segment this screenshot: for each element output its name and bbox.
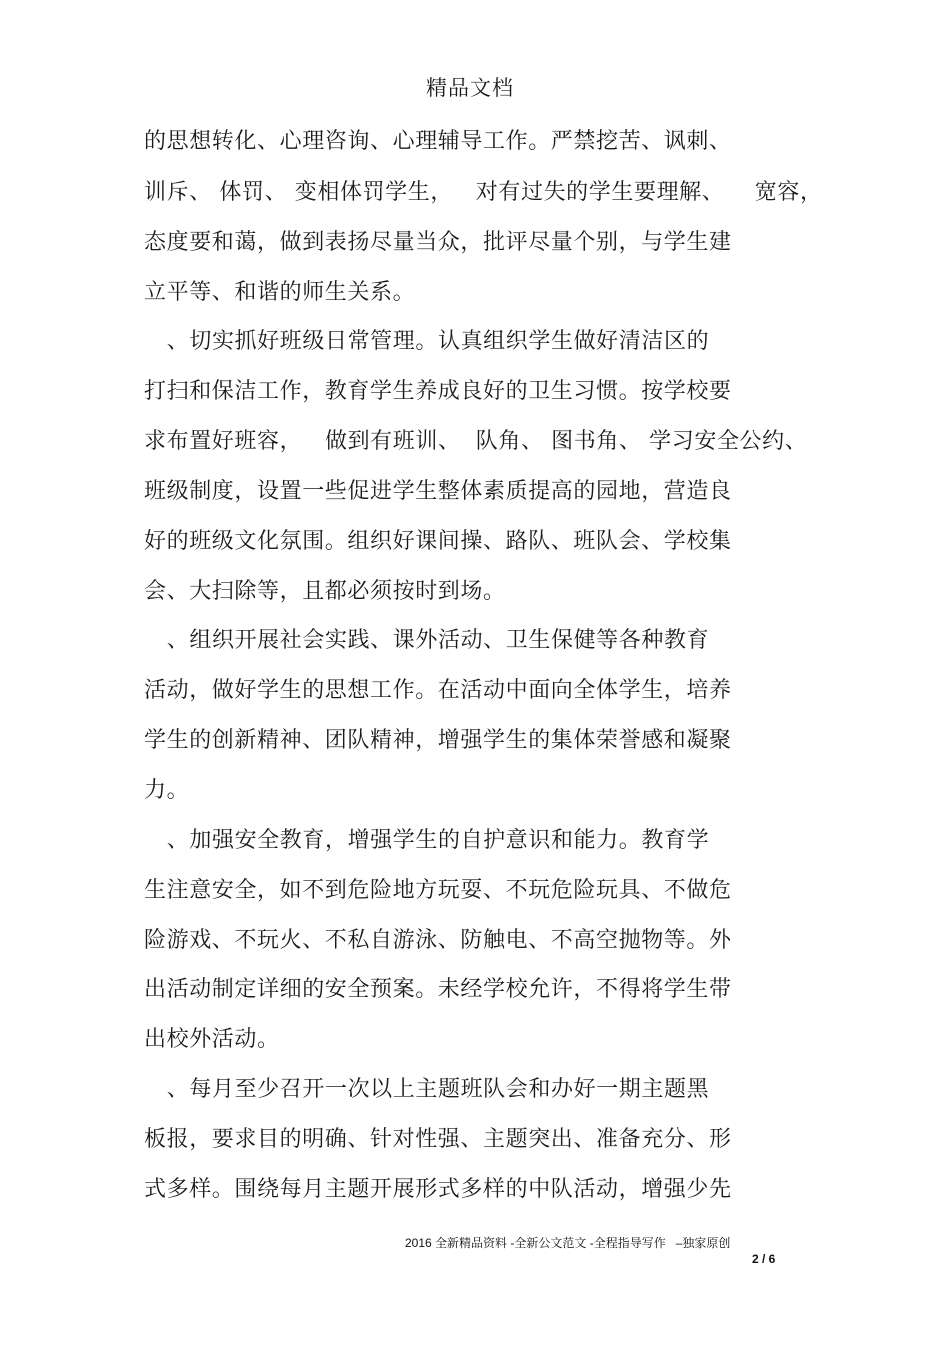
body-line: 求布置好班容， 做到有班训、 队角、 图书角、 学习安全公约、 (144, 429, 808, 454)
body-line: 出校外活动。 (144, 1027, 280, 1052)
body-line: 会、大扫除等，且都必须按时到场。 (144, 579, 506, 604)
paragraph-start-line: 、加强安全教育，增强学生的自护意识和能力。教育学 (144, 828, 710, 853)
page-header-title: 精品文档 (426, 76, 514, 100)
paragraph-start-line: 、切实抓好班级日常管理。认真组织学生做好清洁区的 (144, 329, 710, 354)
footer-text: 2016 全新精品资料 -全新公文范文 -全程指导写作 –独家原创 (405, 1236, 731, 1250)
body-line: 训斥、 体罚、 变相体罚学生， 对有过失的学生要理解、 宽容， (144, 180, 823, 205)
body-line: 出活动制定详细的安全预案。未经学校允许，不得将学生带 (144, 977, 732, 1002)
body-line: 板报，要求目的明确、针对性强、主题突出、准备充分、形 (144, 1127, 732, 1152)
body-line: 活动，做好学生的思想工作。在活动中面向全体学生，培养 (144, 678, 732, 703)
body-line: 力。 (144, 778, 190, 803)
body-line: 班级制度，设置一些促进学生整体素质提高的园地，营造良 (144, 479, 732, 504)
body-line: 态度要和蔼，做到表扬尽量当众，批评尽量个别，与学生建 (144, 230, 732, 255)
body-line: 险游戏、不玩火、不私自游泳、防触电、不高空抛物等。外 (144, 928, 732, 953)
page-number: 2 / 6 (752, 1252, 776, 1266)
paragraph-start-line: 、组织开展社会实践、课外活动、卫生保健等各种教育 (144, 628, 710, 653)
body-line: 立平等、和谐的师生关系。 (144, 280, 416, 305)
body-line: 打扫和保洁工作，教育学生养成良好的卫生习惯。按学校要 (144, 379, 732, 404)
body-line: 生注意安全，如不到危险地方玩耍、不玩危险玩具、不做危 (144, 878, 732, 903)
body-line: 式多样。围绕每月主题开展形式多样的中队活动，增强少先 (144, 1177, 732, 1202)
body-line: 的思想转化、心理咨询、心理辅导工作。严禁挖苦、讽刺、 (144, 129, 732, 154)
paragraph-start-line: 、每月至少召开一次以上主题班队会和办好一期主题黑 (144, 1077, 710, 1102)
body-line: 学生的创新精神、团队精神，增强学生的集体荣誉感和凝聚 (144, 728, 732, 753)
body-line: 好的班级文化氛围。组织好课间操、路队、班队会、学校集 (144, 529, 732, 554)
